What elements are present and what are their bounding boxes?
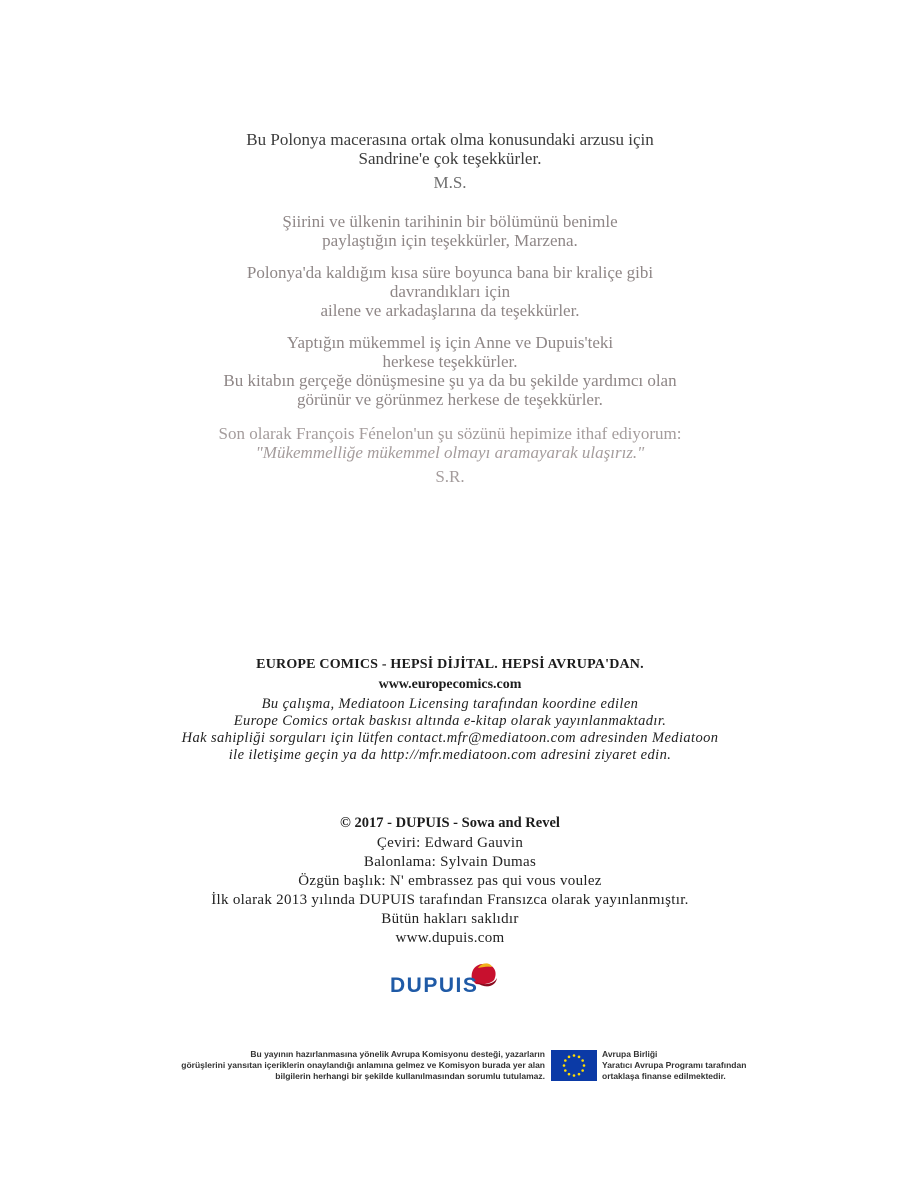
notice-line: Bu çalışma, Mediatoon Licensing tarafından koordine edilen (261, 696, 639, 712)
eu-line: ortaklaşa finanse edilmektedir. (602, 1071, 726, 1081)
signature: M.S. (433, 173, 467, 192)
dedication-marzena (0, 212, 900, 250)
eu-star (564, 1069, 567, 1072)
dupuis-logo-text: DUPUIS (390, 974, 479, 997)
dedication-line: Polonya'da kaldığım kısa süre boyunca bana bir kraliçe gibi (246, 263, 654, 282)
eu-star (573, 1074, 576, 1077)
signature-ms (0, 173, 900, 192)
signature-sr (0, 467, 900, 486)
dedication-line: Şiirini ve ülkenin tarihinin bir bölümünü benimle (282, 212, 618, 231)
eu-star (568, 1056, 571, 1059)
notice-line: Europe Comics ortak baskısı altında e-kitap olarak yayınlanmaktadır. (233, 713, 667, 729)
dedication-sandrine (0, 130, 900, 168)
dedication-dupuis (0, 333, 900, 409)
dedication-line: Sandrine'e çok teşekkürler. (358, 149, 542, 168)
eu-star (563, 1064, 566, 1067)
dedication-fenelon (0, 424, 900, 462)
europe-comics-url[interactable]: www.europecomics.com (378, 677, 522, 692)
eu-line: Yaratıcı Avrupa Programı tarafından (602, 1060, 747, 1070)
eu-disclaimer (100, 1049, 545, 1082)
eu-star (564, 1059, 567, 1062)
eu-line: Avrupa Birliği (602, 1049, 658, 1059)
eu-star (578, 1073, 581, 1076)
dedication-line: paylaştığın için teşekkürler, Marzena. (322, 231, 578, 250)
rights-line: Bütün hakları saklıdır (381, 911, 519, 927)
first-published-line: İlk olarak 2013 yılında DUPUIS tarafından Fransızca olarak yayınlanmıştır. (211, 892, 689, 908)
notice-line: ile iletişime geçin ya da http://mfr.mediatoon.com adresini ziyaret edin. (228, 747, 672, 763)
eu-star (578, 1056, 581, 1059)
europe-comics-title: EUROPE COMICS - HEPSİ DİJİTAL. HEPSİ AVRUPA'DAN. (256, 657, 644, 672)
copyright-title: © 2017 - DUPUIS - Sowa and Revel (340, 815, 560, 831)
dedication-line: Bu Polonya macerasına ortak olma konusundaki arzusu için (246, 130, 654, 149)
original-title-line: Özgün başlık: N' embrassez pas qui vous voulez (298, 873, 602, 889)
disclaimer-line: görüşlerini yansıtan içeriklerin onaylandığı anlamına gelmez ve Komisyon burada yer alan (181, 1060, 545, 1070)
eu-star (581, 1059, 584, 1062)
dedication-line: ailene ve arkadaşlarına da teşekkürler. (320, 301, 580, 320)
translator-line: Çeviri: Edward Gauvin (376, 835, 524, 851)
dedication-line: Bu kitabın gerçeğe dönüşmesine şu ya da bu şekilde yardımcı olan (223, 371, 677, 390)
copyright-details (0, 834, 900, 948)
dedication-line: Yaptığın mükemmel iş için Anne ve Dupuis'teki (286, 333, 614, 352)
eu-flag-icon (551, 1050, 597, 1081)
signature: S.R. (435, 467, 465, 486)
eu-star (581, 1069, 584, 1072)
dupuis-url[interactable]: www.dupuis.com (395, 930, 505, 946)
disclaimer-line: bilgilerin herhangi bir şekilde kullanılmasından sorumlu tutulamaz. (275, 1071, 545, 1081)
europe-comics-notice (0, 696, 900, 764)
disclaimer-line: Bu yayının hazırlanmasına yönelik Avrupa Komisyonu desteği, yazarların (250, 1049, 545, 1059)
eu-star (568, 1073, 571, 1076)
notice-line: Hak sahipliği sorguları için lütfen contact.mfr@mediatoon.com adresinden Mediatoon (181, 730, 719, 746)
dedication-family (0, 263, 900, 320)
dedication-line: görünür ve görünmez herkese de teşekkürler. (297, 390, 603, 409)
dedication-line: herkese teşekkürler. (382, 352, 518, 371)
dedication-line: Son olarak François Fénelon'un şu sözünü hepimize ithaf ediyorum: (218, 424, 682, 443)
eu-star (573, 1054, 576, 1057)
dupuis-logo (390, 960, 510, 1000)
fenelon-quote: "Mükemmelliğe mükemmel olmayı aramayarak ulaşırız." (255, 443, 645, 462)
lettering-line: Balonlama: Sylvain Dumas (363, 854, 537, 870)
dedication-line: davrandıkları için (389, 282, 511, 301)
eu-star (583, 1064, 586, 1067)
eu-funding-text (602, 1049, 802, 1082)
